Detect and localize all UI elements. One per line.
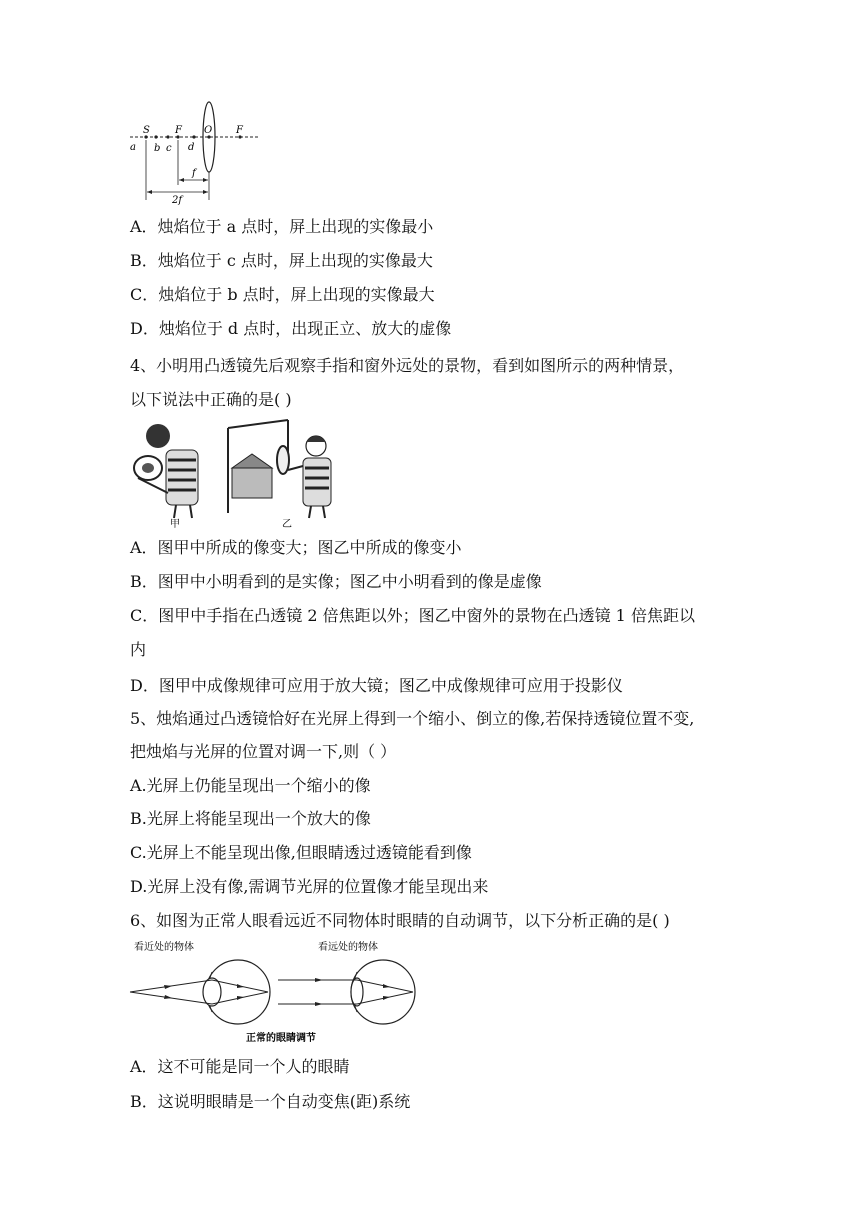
point-f-left-label: F bbox=[175, 125, 182, 136]
lens-point-diagram bbox=[128, 100, 268, 205]
q5-option-c: C.光屏上不能呈现出像,但眼睛透过透镜能看到像 bbox=[130, 843, 472, 862]
q3-option-c: C．烛焰位于 b 点时，屏上出现的实像最大 bbox=[130, 285, 435, 304]
q5-option-d: D.光屏上没有像,需调节光屏的位置像才能呈现出来 bbox=[130, 877, 489, 896]
eye-accommodation-diagram bbox=[128, 936, 418, 1048]
q4-option-c-line1: C．图甲中手指在凸透镜 2 倍焦距以外；图乙中窗外的景物在凸透镜 1 倍焦距以 bbox=[130, 606, 695, 625]
boy-with-magnifier-figure bbox=[134, 424, 198, 518]
point-a-label: a bbox=[130, 142, 136, 153]
far-object-label: 看远处的物体 bbox=[318, 942, 378, 953]
figure-label-yi: 乙 bbox=[282, 519, 292, 530]
q3-option-a: A．烛焰位于 a 点时，屏上出现的实像最小 bbox=[130, 217, 434, 236]
q6-stem: 6、如图为正常人眼看远近不同物体时眼睛的自动调节，以下分析正确的是( ) bbox=[130, 911, 670, 930]
q3-option-d: D．烛焰位于 d 点时，出现正立、放大的虚像 bbox=[130, 319, 452, 338]
q4-stem-line2: 以下说法中正确的是( ) bbox=[130, 390, 292, 409]
q4-stem-line1: 4、小明用凸透镜先后观察手指和窗外远处的景物，看到如图所示的两种情景， bbox=[130, 356, 685, 375]
eye-diagram-caption: 正常的眼睛调节 bbox=[246, 1033, 316, 1044]
q5-stem-line2: 把烛焰与光屏的位置对调一下,则（ ） bbox=[130, 742, 397, 761]
q4-option-c-line2: 内 bbox=[130, 640, 147, 659]
q4-option-b: B．图甲中小明看到的是实像；图乙中小明看到的像是虚像 bbox=[130, 572, 542, 591]
near-vision-eye bbox=[130, 960, 270, 1024]
point-b-label: b bbox=[154, 143, 161, 154]
point-c-label: c bbox=[166, 143, 172, 154]
figure-label-jia: 甲 bbox=[170, 519, 180, 530]
q6-option-b: B．这说明眼睛是一个自动变焦(距)系统 bbox=[130, 1092, 411, 1111]
q5-stem-line1: 5、烛焰通过凸透镜恰好在光屏上得到一个缩小、倒立的像,若保持透镜位置不变, bbox=[130, 709, 695, 728]
magnifier-illustration bbox=[128, 418, 343, 530]
focal-length-label: f bbox=[192, 168, 196, 179]
two-f-label: 2f bbox=[172, 195, 183, 205]
point-o-label: O bbox=[204, 125, 213, 136]
far-vision-eye bbox=[278, 960, 415, 1024]
q6-option-a: A．这不可能是同一个人的眼睛 bbox=[130, 1057, 350, 1076]
q4-option-d: D．图甲中成像规律可应用于放大镜；图乙中成像规律可应用于投影仪 bbox=[130, 676, 623, 695]
q4-option-a: A．图甲中所成的像变大；图乙中所成的像变小 bbox=[130, 538, 462, 557]
q3-option-b: B．烛焰位于 c 点时，屏上出现的实像最大 bbox=[130, 251, 433, 270]
window-scene-figure bbox=[228, 420, 331, 518]
point-s-label: S bbox=[143, 125, 150, 136]
point-f-right-label: F bbox=[236, 125, 243, 136]
q5-option-b: B.光屏上将能呈现出一个放大的像 bbox=[130, 809, 371, 828]
near-object-label: 看近处的物体 bbox=[134, 942, 194, 953]
q5-option-a: A.光屏上仍能呈现出一个缩小的像 bbox=[130, 776, 371, 795]
point-d-label: d bbox=[188, 142, 195, 153]
